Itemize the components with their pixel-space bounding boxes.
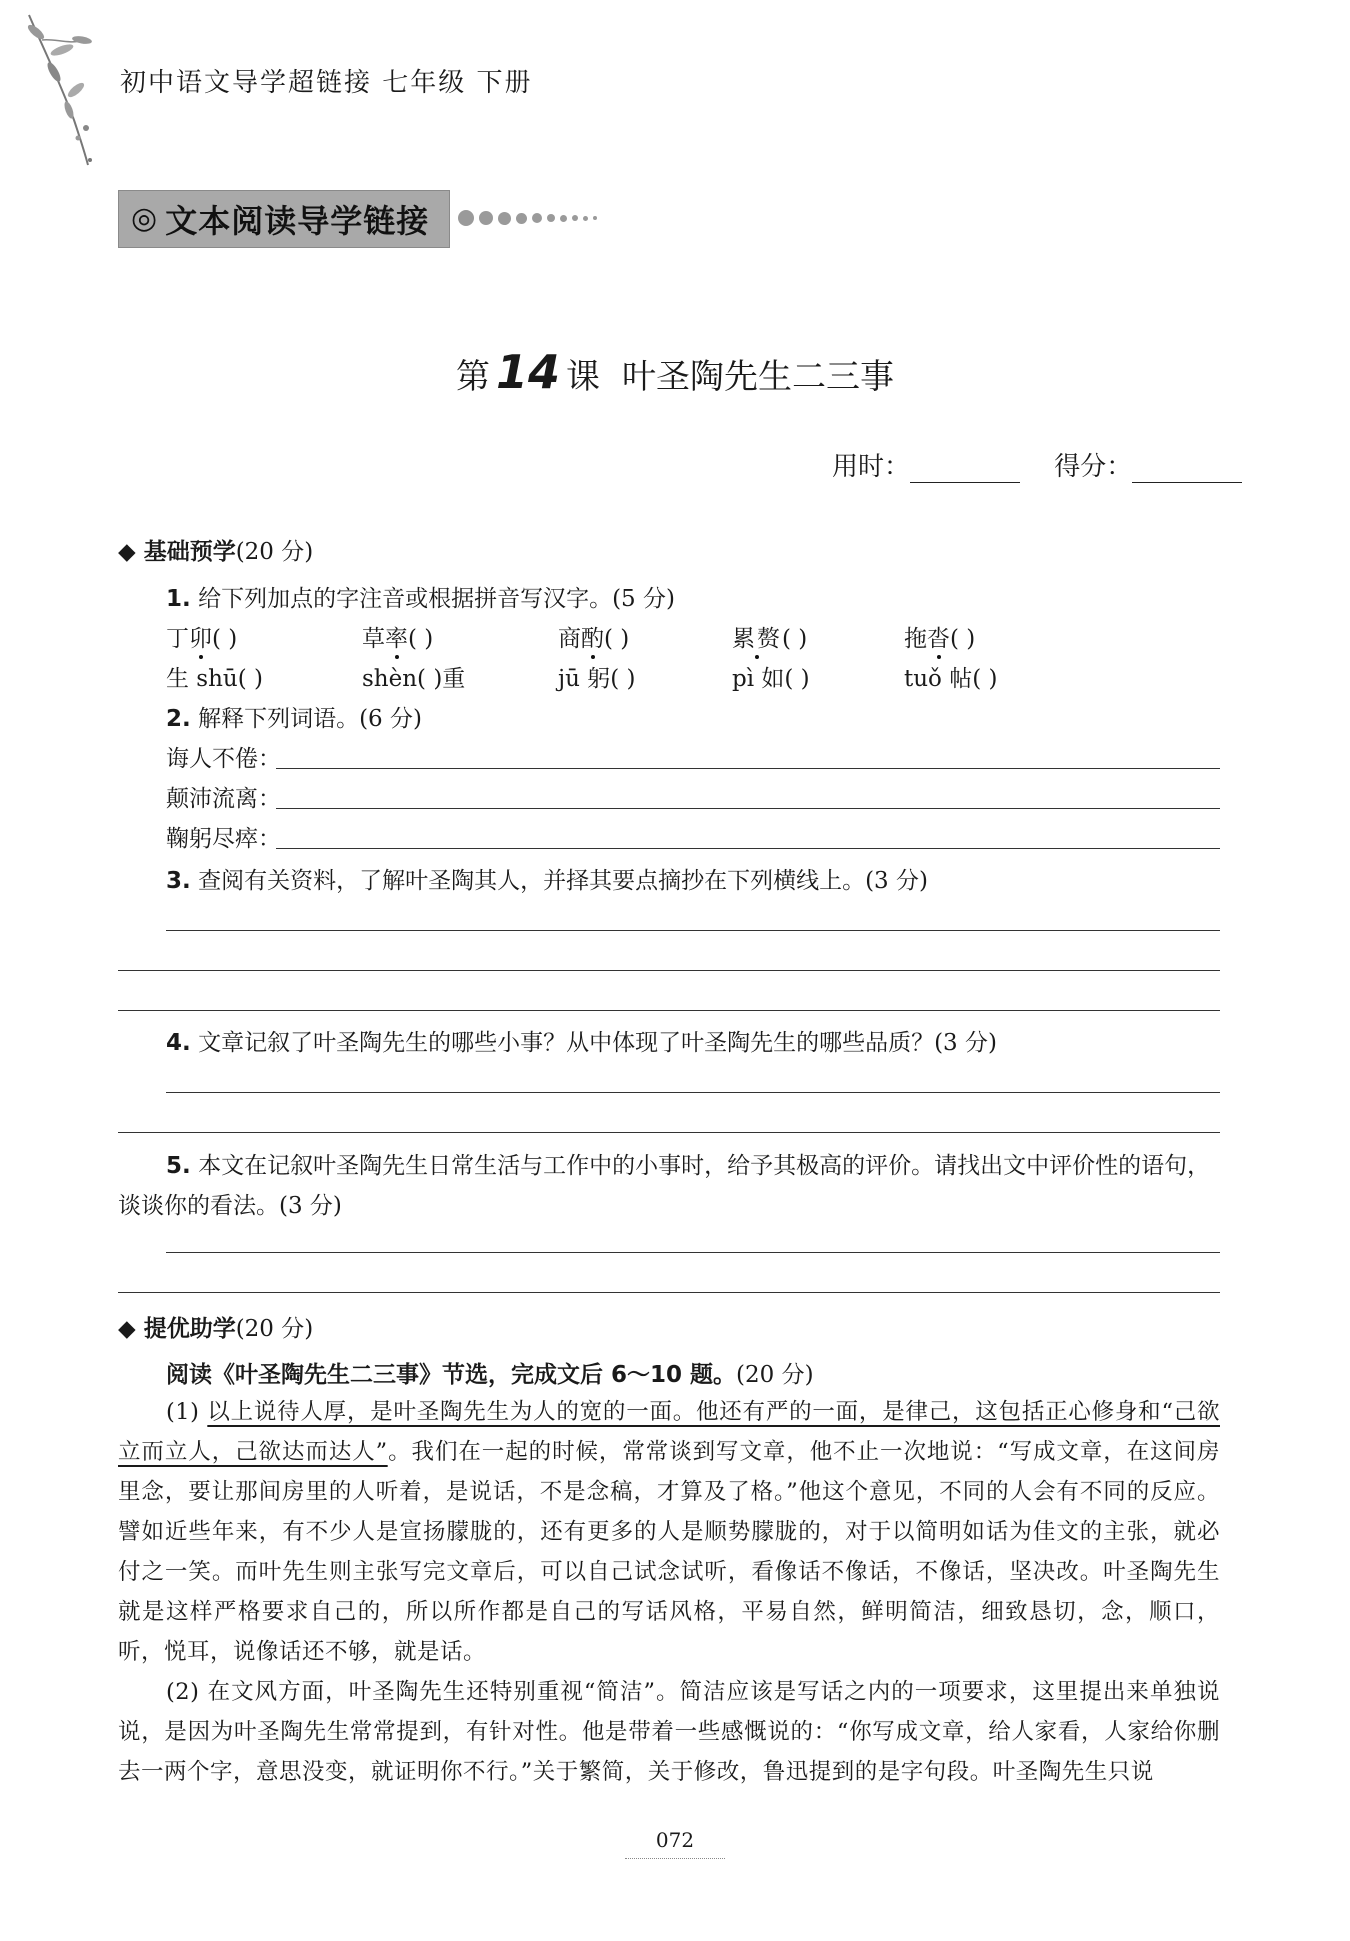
page-number: 072 [655, 1828, 695, 1852]
answer-line[interactable] [118, 1010, 1220, 1011]
char: 商 [558, 626, 581, 652]
term-label: 诲人不倦： [166, 746, 281, 772]
section-heading-advanced [118, 1310, 313, 1343]
reading-intro: 阅读《叶圣陶先生二三事》节选，完成文后 6～10 题。 [166, 1362, 737, 1388]
answer-line[interactable] [118, 1292, 1220, 1293]
question-number: 4. [166, 1030, 191, 1056]
score-blank[interactable] [1132, 456, 1242, 483]
answer-blank[interactable]: ( ) [212, 626, 238, 652]
answer-blank[interactable]: ( ) [408, 626, 434, 652]
pinyin-item[interactable]: 生 shū( ) [166, 666, 263, 692]
question-text: 给下列加点的字注音或根据拼音写汉字。(5 分) [198, 586, 675, 612]
question-text: 解释下列词语。(6 分) [198, 706, 422, 732]
passage-paragraph-1 [118, 1392, 1220, 1672]
char: 草 [362, 626, 385, 652]
section-points: (20 分) [235, 539, 314, 565]
answer-blank[interactable]: ( ) [950, 626, 976, 652]
question-number: 3. [166, 868, 191, 894]
answer-line[interactable] [118, 970, 1220, 971]
question-2 [166, 700, 422, 733]
lesson-suffix: 课 [566, 357, 600, 397]
question-3 [166, 862, 928, 895]
answer-line[interactable] [166, 1092, 1220, 1093]
book-title: 初中语文导学超链接 七年级 下册 [120, 68, 533, 98]
question-4 [166, 1024, 997, 1057]
dotted-char: 率 [385, 620, 408, 653]
lesson-prefix: 第 [455, 357, 490, 397]
answer-blank[interactable]: ( ) [604, 626, 630, 652]
term-label: 鞠躬尽瘁： [166, 826, 281, 852]
pinyin-item[interactable]: tuǒ 帖( ) [904, 666, 998, 692]
section-title: 提优助学 [143, 1316, 236, 1342]
paragraph-number: (1) [166, 1399, 200, 1425]
branch-decoration-icon [14, 10, 104, 170]
question-text: 查阅有关资料，了解叶圣陶其人，并择其要点摘抄在下列横线上。(3 分) [198, 868, 928, 894]
question-text: 文章记叙了叶圣陶先生的哪些小事？从中体现了叶圣陶先生的哪些品质？(3 分) [198, 1030, 997, 1056]
pinyin-item [904, 620, 975, 653]
lesson-name: 叶圣陶先生二三事 [622, 357, 894, 397]
diamond-icon: ◆ [118, 1316, 144, 1342]
section-heading-basic [118, 533, 313, 566]
question-text: 本文在记叙叶圣陶先生日常生活与工作中的小事时，给予其极高的评价。请找出文中评价性的语句，谈谈你的看法。(3 分) [118, 1153, 1211, 1219]
section-points: (20 分) [235, 1316, 314, 1342]
question-5 [118, 1146, 1220, 1226]
question-1 [166, 580, 675, 613]
time-blank[interactable] [910, 456, 1020, 483]
term-label: 颠沛流离： [166, 786, 281, 812]
bullseye-icon: ◎ [131, 201, 158, 236]
paragraph-text: 。我们在一起的时候，常常谈到写文章，他不止一次地说：“写成文章，在这间房里念，要让那间房里的人听着，是说话，不是念稿，才算及了格。”他这个意见，不同的人会有不同的反应。譬如近些年来，有不少人是宣扬朦胧的，还有更多的人是顺势朦胧的，对于以简明如话为佳文的主张，就必付之一笑。而叶先生则主张写完文章后，可以自己试念试听，看像话不像话，不像话，坚决改。叶圣陶先生就是这样严格要求自己的，所以所作都是自己的写话风格，平易自然，鲜明简洁，细致恳切，念，顺口，听，悦耳，说像话还不够，就是话。 [118, 1439, 1220, 1665]
pinyin-item[interactable]: shèn( )重 [362, 666, 466, 692]
section-title: 基础预学 [143, 539, 236, 565]
pinyin-item [732, 620, 807, 653]
lesson-title [0, 345, 1350, 399]
reading-points: (20 分) [736, 1362, 814, 1388]
question-number: 2. [166, 706, 191, 732]
underlined-sentence: 以上说待人厚，是叶圣陶先生为人的宽的一面。他还有严的一面，是律己，这包括正心修身和“己欲立而立人，己欲达而达人” [118, 1399, 1220, 1465]
pinyin-item [558, 620, 629, 653]
dotted-char: 酌 [581, 620, 604, 653]
dotted-char: 累赘 [732, 620, 782, 653]
pinyin-item [362, 620, 433, 653]
pinyin-item [166, 620, 237, 653]
diamond-icon: ◆ [118, 539, 144, 565]
section-banner-label: 文本阅读导学链接 [165, 202, 430, 240]
pinyin-item[interactable]: pì 如( ) [732, 666, 810, 692]
answer-line[interactable] [166, 1252, 1220, 1253]
time-score-fields [832, 446, 1268, 483]
answer-line[interactable] [276, 808, 1220, 809]
answer-blank[interactable]: ( ) [782, 626, 808, 652]
reading-instructions [166, 1356, 814, 1389]
score-label: 得分： [1054, 452, 1133, 482]
question-number: 1. [166, 586, 191, 612]
paragraph-number: (2) [166, 1679, 200, 1705]
answer-line[interactable] [118, 1132, 1220, 1133]
banner-dots-decoration [458, 210, 597, 226]
char: 丁 [166, 626, 189, 652]
section-banner [118, 190, 450, 248]
char: 拖 [904, 626, 927, 652]
dotted-char: 沓 [927, 620, 950, 653]
time-label: 用时： [832, 452, 911, 482]
answer-line[interactable] [276, 848, 1220, 849]
dotted-char: 卯 [189, 620, 212, 653]
answer-line[interactable] [276, 768, 1220, 769]
page-number-underline [625, 1858, 725, 1859]
pinyin-item[interactable]: jū 躬( ) [558, 666, 636, 692]
passage-paragraph-2 [118, 1672, 1220, 1792]
lesson-number: 14 [495, 345, 560, 399]
answer-line[interactable] [166, 930, 1220, 931]
paragraph-text: 在文风方面，叶圣陶先生还特别重视“简洁”。简洁应该是写话之内的一项要求，这里提出来单独说说，是因为叶圣陶先生常常提到，有针对性。他是带着一些感慨说的：“你写成文章，给人家看，人家给你删去一两个字，意思没变，就证明你不行。”关于繁简，关于修改，鲁迅提到的是字句段。叶圣陶先生只说 [118, 1679, 1221, 1785]
question-number: 5. [166, 1153, 191, 1179]
